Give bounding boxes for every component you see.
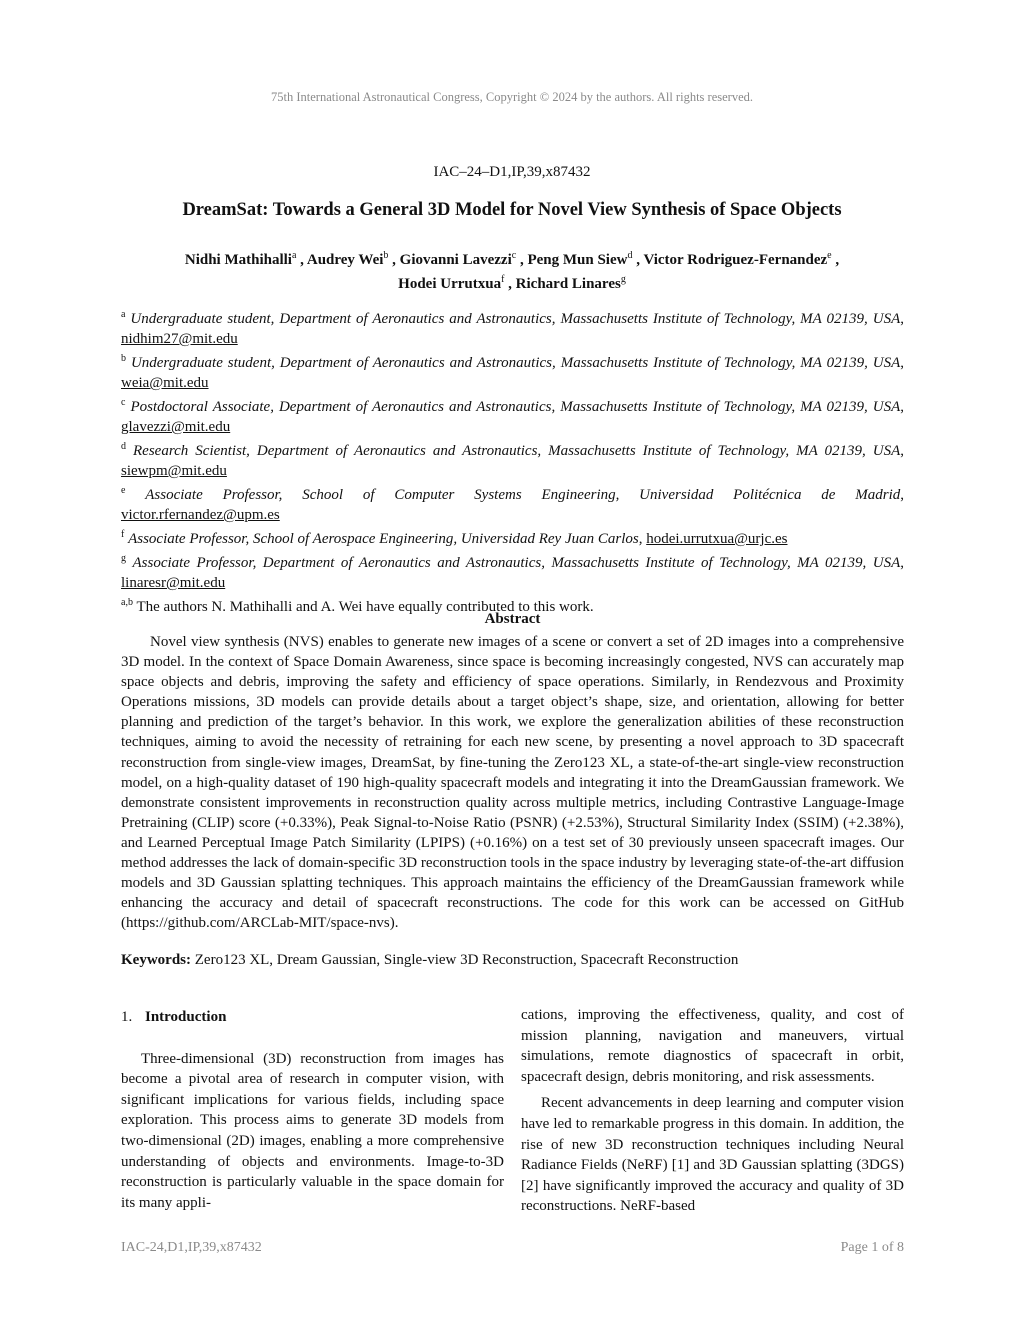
keywords — [121, 952, 904, 969]
author-sup: b — [383, 250, 389, 261]
intro-paragraph-2: Recent advancements in deep learning and computer vision have led to remarkable progress in this domain. In addition, the rise of new 3D reconstruction techniques including Neural Radiance Fields (NeRF) [1] and 3D Gaussian splatting (3DGS) [2] have significantly improved the accuracy and quality of 3D reconstructions. NeRF-based — [521, 1095, 904, 1215]
affiliation-f: $^f$ Associate Professor, School of Aerospace Engineering, Universidad Rey Juan Carlos, hodei.urrutxua@urjc.es — [121, 529, 788, 547]
email-link[interactable]: victor.rfernandez@upm.es — [121, 507, 280, 523]
left-column — [121, 1007, 504, 1213]
affiliation-a: $^a$ Undergraduate student, Department of Aeronautics and Astronautics, Massachusetts Institute of Technology, MA 02139, USA, nidhim27@mit.edu — [121, 309, 904, 347]
keywords-text: Zero123 XL, Dream Gaussian, Single-view 3D Reconstruction, Spacecraft Reconstruction — [194, 952, 739, 968]
affiliation-d: $^d$ Research Scientist, Department of Aeronautics and Astronautics, Massachusetts Institute of Technology, MA 02139, USA, siewpm@mit.edu — [121, 441, 904, 479]
affiliation-c: $^c$ Postdoctoral Associate, Department of Aeronautics and Astronautics, Massachusetts Institute of Technology, MA 02139, USA, glavezzi@mit.edu — [121, 397, 905, 435]
keywords-label: Keywords: — [121, 952, 191, 968]
affiliation-sup: c — [121, 397, 126, 408]
affiliation-sup: a — [121, 309, 126, 320]
author-list — [110, 246, 914, 294]
page-number: Page 1 of 8 — [840, 1240, 904, 1255]
author-sup: e — [827, 250, 832, 261]
author-sup: d — [627, 250, 633, 261]
abstract-heading: Abstract — [484, 611, 541, 627]
abstract-text: Novel view synthesis (NVS) enables to generate new images of a scene or convert a set of 2D images into a comprehensive 3D model. In the context of Space Domain Awareness, since space is becoming increasingly congested, NVS can accurately map space objects and debris, improving the safety and efficiency of space operations. Similarly, in Rendezvous and Proximity Operations missions, 3D models can provide details about a target object’s shape, size, and orientation, allowing for better planning and prediction of the target’s behavior. In this work, we explore the generalization abilities of these reconstruction techniques, aiming to avoid the necessity of retraining for each new scene, by presenting a novel approach to 3D spacecraft reconstruction from single-view images, DreamSat, by fine-tuning the Zero123 XL, a state-of-the-art single-view reconstruction model, on a high-quality dataset of 190 high-quality spacecraft models and integrating it into the DreamGaussian framework. We demonstrate consistent improvements in reconstruction quality across multiple metrics, including Contrastive Language-Image Pretraining (CLIP) score (+0.33%), Peak Signal-to-Noise Ratio (PSNR) (+2.53%), Structural Similarity Index (SSIM) (+2.38%), and Learned Perceptual Image Patch Similarity (LPIPS) (+0.16%) on a test set of 30 previously unseen spacecraft images. Our method addresses the lack of domain-specific 3D reconstruction tools in the space industry by leveraging state-of-the-art diffusion models and 3D Gaussian splatting techniques. This approach maintains the efficiency of the DreamGaussian framework while enhancing the accuracy and detail of spacecraft reconstructions. The code for this work can be accessed on GitHub (https://github.com/ARCLab-MIT/space-nvs). — [121, 634, 904, 932]
author-name: Richard Linares — [515, 276, 621, 292]
affiliation-text: Associate Professor, Department of Aeronautics and Astronautics, Massachusetts Institute of Technology, MA 02139, USA — [132, 555, 901, 571]
section-number: 1. — [121, 1009, 133, 1025]
copyright-notice: 75th International Astronautical Congress, Copyright © 2024 by the authors. All rights reserved. — [271, 90, 753, 104]
paper-title: DreamSat: Towards a General 3D Model for Novel View Synthesis of Space Objects — [182, 200, 842, 220]
affiliation-e: $^e$ Associate Professor, School of Computer Systems Engineering, Universidad Politécnica de Madrid, victor.rfernandez@upm.es — [121, 485, 904, 523]
note-text: The authors N. Mathihalli and A. Wei have equally contributed to this work. — [136, 599, 594, 615]
affiliations — [121, 305, 904, 617]
email-link[interactable]: siewpm@mit.edu — [121, 463, 227, 479]
affiliation-sup: d — [121, 441, 126, 452]
author-line-1: Nidhi Mathihalli$^a$ , Audrey Wei$^b$ , Giovanni Lavezzi$^c$ , Peng Mun Siew$^d$ , Victor Rodriguez-Fernandez$^e$ , — [184, 250, 840, 268]
affiliation-text: Undergraduate student, Department of Aeronautics and Astronautics, Massachusetts Institute of Technology, MA 02139, USA — [130, 311, 901, 327]
author-name: Victor Rodriguez-Fernandez — [643, 252, 828, 268]
author-name: Peng Mun Siew — [527, 252, 628, 268]
affiliation-text: Research Scientist, Department of Aeronautics and Astronautics, Massachusetts Institute of Technology, MA 02139, USA — [133, 443, 901, 459]
section-heading — [121, 1007, 504, 1028]
section-title: Introduction — [145, 1009, 227, 1025]
right-column — [521, 1005, 904, 1217]
email-link[interactable]: weia@mit.edu — [121, 375, 209, 391]
affiliation-text: Postdoctoral Associate, Department of Aeronautics and Astronautics, Massachusetts Institute of Technology, MA 02139, USA — [130, 399, 901, 415]
intro-paragraph: Three-dimensional (3D) reconstruction from images has become a pivotal area of research in computer vision, with significant implications for various fields, including space exploration. This process aims to generate 3D models from two-dimensional (2D) images, enabling a more comprehensive understanding of objects and environments. Image-to-3D reconstruction is particularly valuable in the space domain for its many appli- — [121, 1050, 504, 1211]
note-sup: a,b — [121, 597, 133, 608]
affiliation-sup: f — [121, 529, 125, 540]
email-link[interactable]: linaresr@mit.edu — [121, 575, 226, 591]
intro-continuation: cations, improving the effectiveness, quality, and cost of mission planning, navigation and maneuvers, virtual simulations, remote diagnostics of spacecraft in orbit, spacecraft design, debris monitoring, and risk assessments. — [521, 1007, 904, 1085]
author-name: Audrey Wei — [306, 252, 384, 268]
author-sup: f — [501, 274, 505, 285]
affiliation-text: Associate Professor, School of Computer Systems Engineering, Universidad Politécnica de Madrid — [145, 487, 901, 503]
email-link[interactable]: nidhim27@mit.edu — [121, 331, 238, 347]
email-link[interactable]: hodei.urrutxua@urjc.es — [646, 531, 788, 547]
affiliation-g: $^g$ Associate Professor, Department of Aeronautics and Astronautics, Massachusetts Institute of Technology, MA 02139, USA, linaresr@mit.edu — [121, 553, 905, 591]
email-link[interactable]: glavezzi@mit.edu — [121, 419, 231, 435]
author-name: Giovanni Lavezzi — [399, 252, 512, 268]
author-sup: g — [620, 274, 626, 285]
affiliation-b: $^b$ Undergraduate student, Department of Aeronautics and Astronautics, Massachusetts Institute of Technology, MA 02139, USA, weia@mit.edu — [121, 353, 905, 391]
author-name: Nidhi Mathihalli — [184, 252, 292, 268]
paper-id: IAC–24–D1,IP,39,x87432 — [433, 164, 591, 180]
author-line-2: Hodei Urrutxua$^f$ , Richard Linares$^g$ — [398, 274, 626, 292]
author-name: Hodei Urrutxua — [398, 276, 502, 292]
affiliation-sup: g — [121, 553, 126, 564]
affiliation-sup: e — [121, 485, 126, 496]
footer-paper-id: IAC-24,D1,IP,39,x87432 — [121, 1240, 262, 1255]
author-sup: c — [511, 250, 517, 261]
affiliation-sup: b — [121, 353, 126, 364]
affiliation-text: Undergraduate student, Department of Aeronautics and Astronautics, Massachusetts Institute of Technology, MA 02139, USA — [130, 355, 901, 371]
affiliation-text: Associate Professor, School of Aerospace Engineering, Universidad Rey Juan Carlos — [128, 531, 639, 547]
author-sup: a — [291, 250, 297, 261]
